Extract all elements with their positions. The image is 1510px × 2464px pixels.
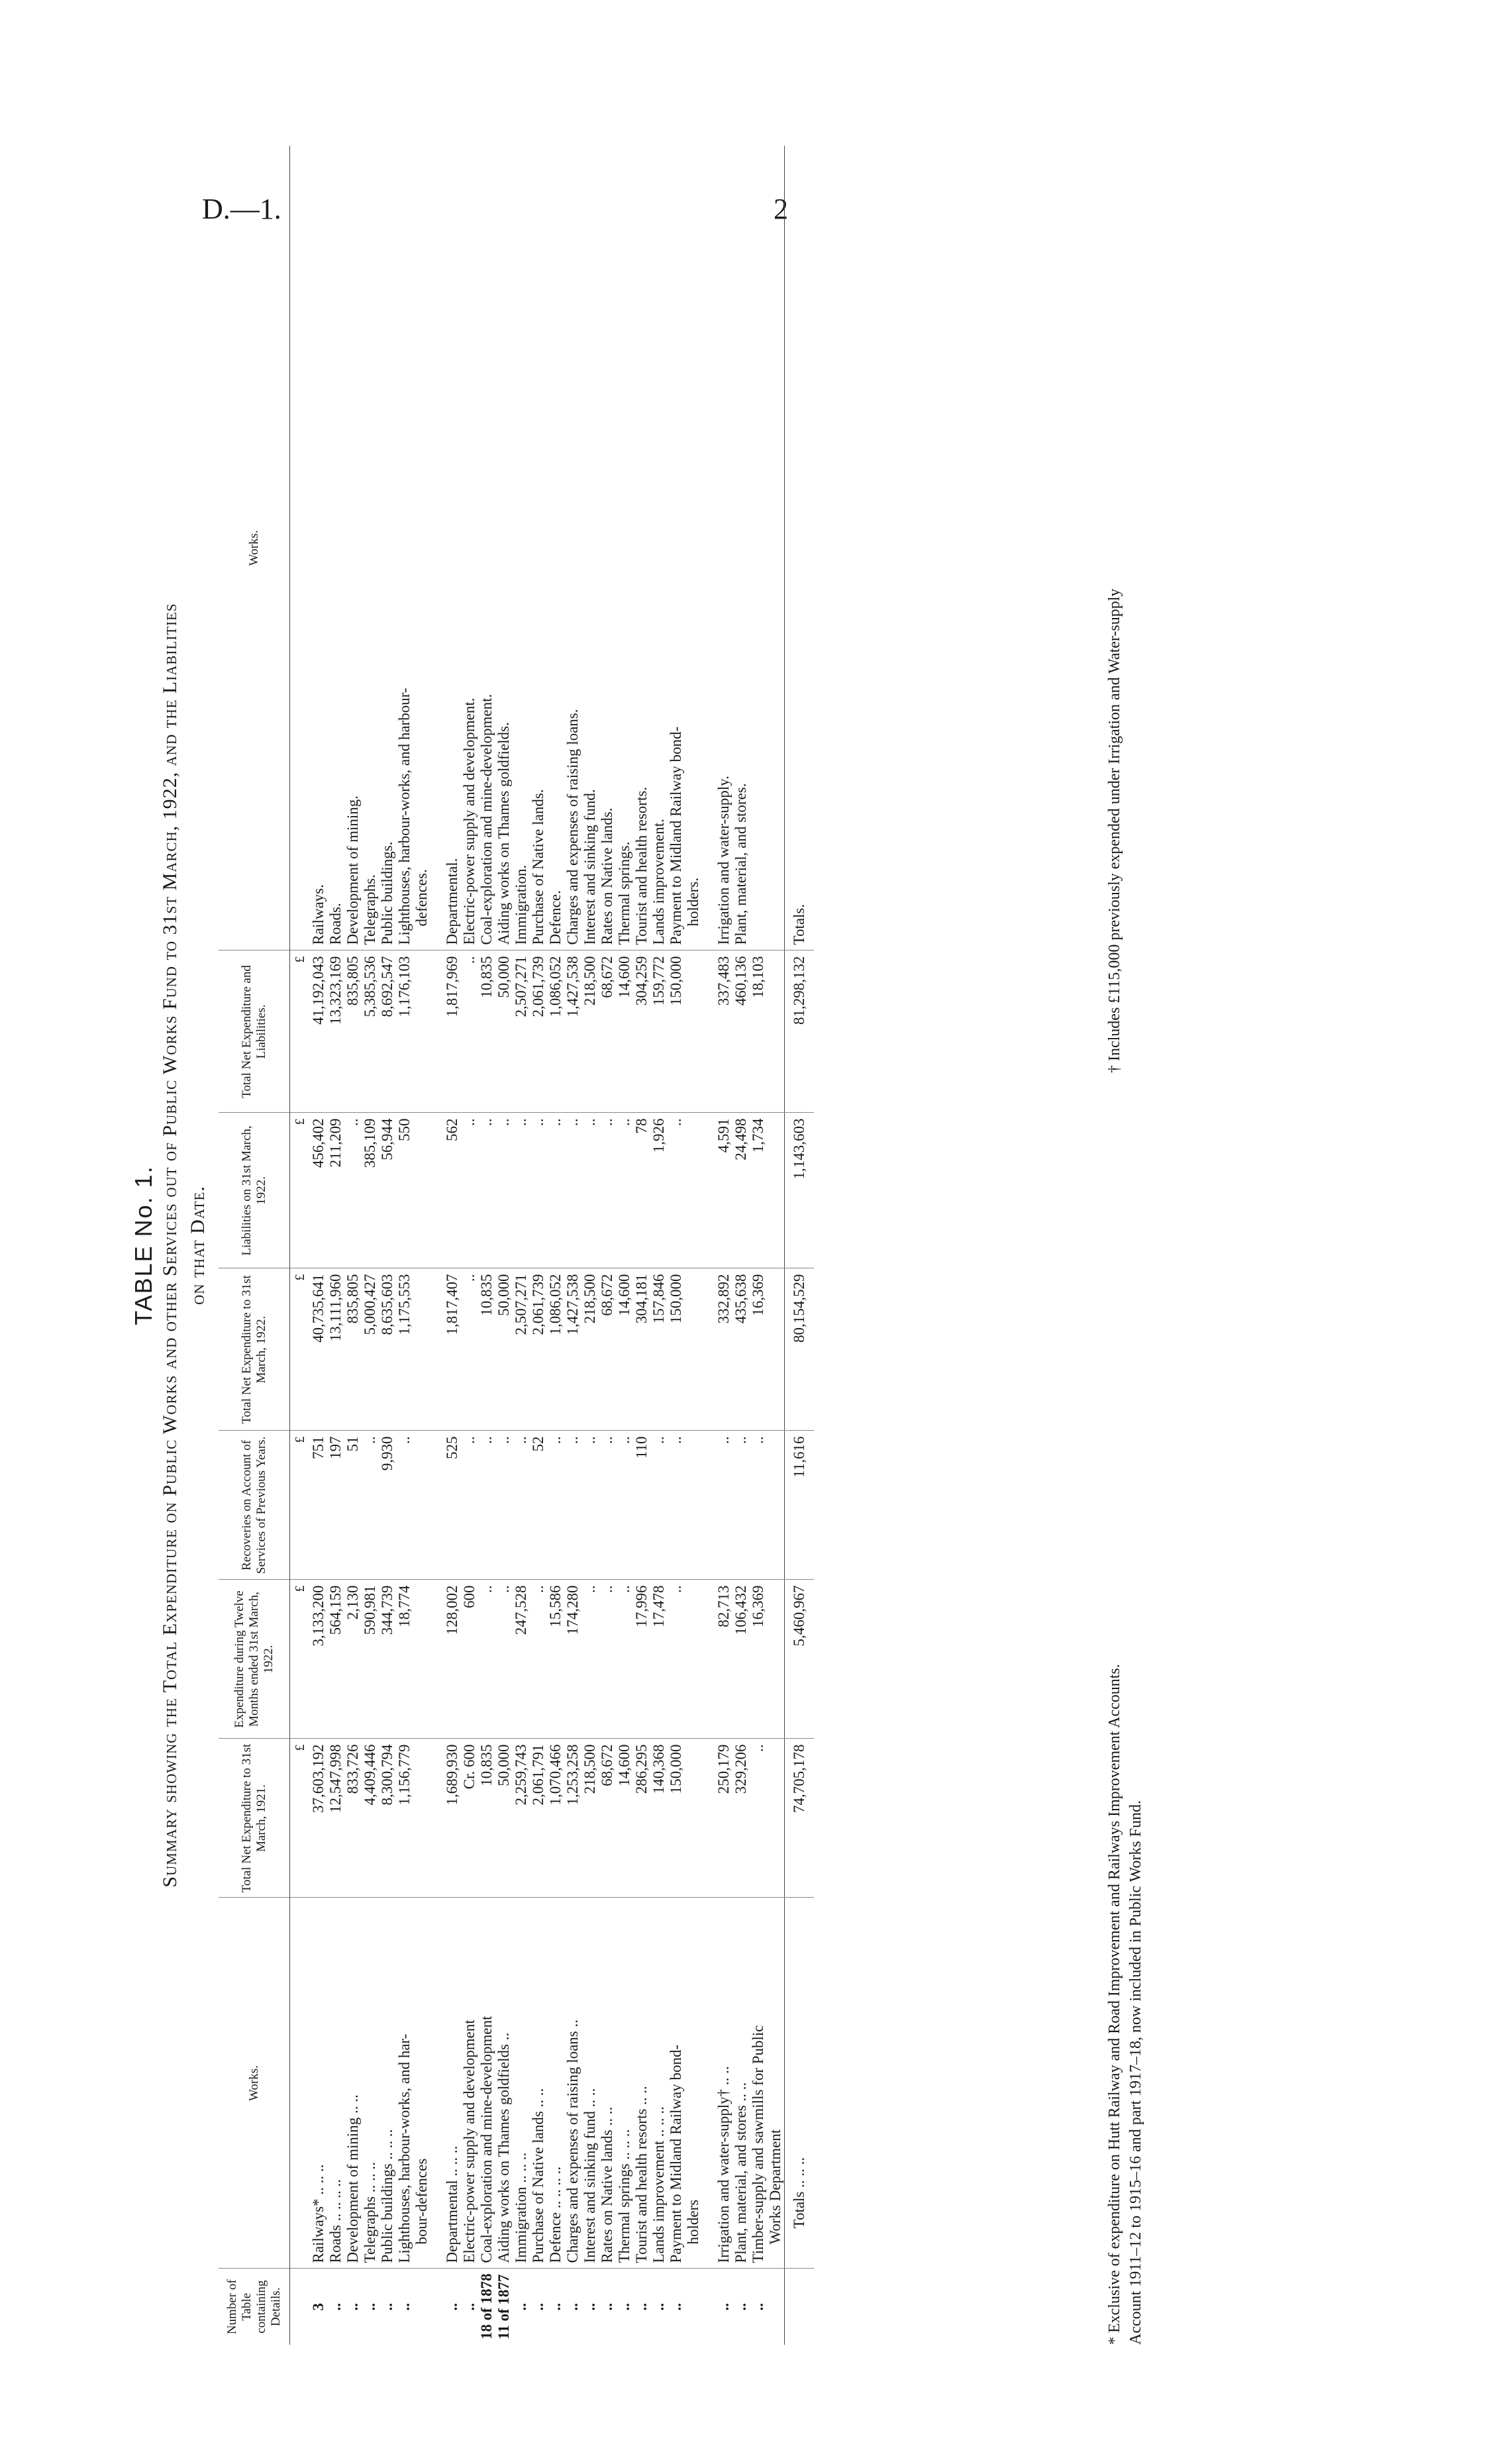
row-ref: .. [633,2269,650,2345]
row-liabilities: .. [581,1113,599,1268]
row-ref: .. [461,2269,478,2345]
row-total-1921: 10,835 [478,1739,495,1898]
row-net-1922: 150,000 [668,1268,685,1431]
row-expenditure: .. [478,1580,495,1739]
row-liabilities [413,1113,430,1268]
row-expenditure: 18,774 [396,1580,413,1739]
row-expenditure: .. [581,1580,599,1739]
row-net-1922: 14,600 [616,1268,633,1431]
row-recoveries: 9,930 [379,1431,396,1580]
row-works: Works Department [767,1898,785,2269]
table-row [362,146,379,2345]
row-expenditure: 16,369 [750,1580,767,1739]
row-total-1921: 150,000 [668,1739,685,1898]
row-works: holders [685,1898,702,2269]
row-works-2: Purchase of Native lands. [530,789,547,945]
row-works: Irrigation and water-supply† .. .. [715,1898,732,2269]
row-liabilities: 562 [444,1113,461,1268]
row-works-2: Tourist and health resorts. [633,786,650,945]
row-total-1921: 2,259,743 [513,1739,530,1898]
row-works: Coal-exploration and mine-development [478,1898,495,2269]
row-works-2: Rates on Native lands. [599,807,616,945]
totals-net-1922: 80,154,529 [785,1268,815,1431]
row-expenditure: 128,002 [444,1580,461,1739]
row-recoveries [685,1431,702,1580]
table-row [732,146,750,2345]
row-works-2: Departmental. [444,858,461,945]
row-works-2: Interest and sinking fund. [581,789,599,945]
row-ref: 18 of 1878 [478,2269,495,2345]
row-expenditure [413,1580,430,1739]
row-total-1921: 140,368 [650,1739,668,1898]
row-works: Interest and sinking fund .. .. [581,1898,599,2269]
row-liabilities: 211,209 [327,1113,344,1268]
row-ref: .. [715,2269,732,2345]
row-works-2: Charges and expenses of raising loans. [564,709,581,945]
row-net-1922: .. [461,1268,478,1431]
row-net-1922: 2,061,739 [530,1268,547,1431]
row-total-1921 [685,1739,702,1898]
row-recoveries: .. [581,1431,599,1580]
row-works: Tourist and health resorts .. .. [633,1898,650,2269]
row-total: 150,000 [668,950,685,1113]
row-works-2: Defence. [547,890,564,945]
row-net-1922 [767,1268,785,1431]
row-works-2: Immigration. [513,864,530,945]
table-row [513,146,530,2345]
row-liabilities: 456,402 [310,1113,327,1268]
document-reference: D.—1. [202,193,281,225]
row-expenditure: 590,981 [362,1580,379,1739]
row-expenditure [685,1580,702,1739]
row-expenditure: .. [668,1580,685,1739]
row-recoveries: .. [616,1431,633,1580]
table-row [530,146,547,2345]
row-total: 1,427,538 [564,950,581,1113]
row-works-2: Railways. [310,884,327,945]
row-total-1921: 218,500 [581,1739,599,1898]
row-ref [767,2269,785,2345]
row-net-1922: 13,111,960 [327,1268,344,1431]
row-expenditure: 15,586 [547,1580,564,1739]
row-total-1921: 14,600 [616,1739,633,1898]
table-header-row [219,146,290,2345]
row-net-1922: 218,500 [581,1268,599,1431]
row-net-1922: 835,805 [344,1268,362,1431]
row-works: Payment to Midland Railway bond- [668,1898,685,2269]
row-works: Rates on Native lands .. .. [599,1898,616,2269]
currency-symbol: £ [290,1739,311,1898]
row-net-1922: 1,817,407 [444,1268,461,1431]
row-works: bour-defences [413,1898,430,2269]
row-ref: .. [581,2269,599,2345]
table-row [767,146,785,2345]
table-row [379,146,396,2345]
row-expenditure: 106,432 [732,1580,750,1739]
row-net-1922: 157,846 [650,1268,668,1431]
row-liabilities [767,1113,785,1268]
row-ref: .. [668,2269,685,2345]
row-total: .. [461,950,478,1113]
totals-label-2: Totals. [785,146,815,950]
row-total-1921: 37,603,192 [310,1739,327,1898]
row-liabilities: .. [461,1113,478,1268]
row-recoveries: .. [362,1431,379,1580]
row-total-1921: 286,295 [633,1739,650,1898]
row-net-1922: 435,638 [732,1268,750,1431]
row-works: Roads .. .. .. .. [327,1898,344,2269]
row-total [685,950,702,1113]
row-total-1921: 1,253,258 [564,1739,581,1898]
row-total-1921 [413,1739,430,1898]
row-liabilities: 1,734 [750,1113,767,1268]
row-works: Plant, material, and stores .. .. [732,1898,750,2269]
row-net-1922: 16,369 [750,1268,767,1431]
totals-recoveries: 11,616 [785,1431,815,1580]
row-recoveries: .. [650,1431,668,1580]
row-works: Lighthouses, harbour-works, and har- [396,1898,413,2269]
row-liabilities: .. [564,1113,581,1268]
row-liabilities: .. [495,1113,513,1268]
row-expenditure: 17,478 [650,1580,668,1739]
row-ref: .. [732,2269,750,2345]
row-ref: .. [344,2269,362,2345]
row-total-1921: 1,156,779 [396,1739,413,1898]
row-total: 14,600 [616,950,633,1113]
row-works-2: Plant, material, and stores. [732,783,750,945]
row-ref: .. [650,2269,668,2345]
row-net-1922: 304,181 [633,1268,650,1431]
currency-symbol: £ [290,950,311,1113]
row-net-1922: 8,635,603 [379,1268,396,1431]
row-total: 1,817,969 [444,950,461,1113]
row-liabilities: 1,926 [650,1113,668,1268]
row-recoveries: 51 [344,1431,362,1580]
table-row [616,146,633,2345]
row-recoveries: .. [461,1431,478,1580]
col-header-total-net-1922: Total Net Expenditure to 31st March, 1922. [219,1268,290,1431]
row-total: 10,835 [478,950,495,1113]
row-recoveries: .. [513,1431,530,1580]
row-expenditure: 344,739 [379,1580,396,1739]
table-row [581,146,599,2345]
totals-row [785,146,815,2345]
table-row [413,146,430,2345]
row-total: 304,259 [633,950,650,1113]
totals-liabilities: 1,143,603 [785,1113,815,1268]
table-row [495,146,513,2345]
table-row [310,146,327,2345]
row-works: Thermal springs .. .. .. [616,1898,633,2269]
table-row [715,146,732,2345]
row-works-2: Coal-exploration and mine-development. [478,693,495,945]
row-ref: .. [513,2269,530,2345]
row-expenditure: .. [616,1580,633,1739]
row-ref: .. [547,2269,564,2345]
row-works-2 [767,146,785,950]
row-expenditure: .. [530,1580,547,1739]
row-works-2: defences. [413,869,430,927]
row-ref: .. [327,2269,344,2345]
row-net-1922: 5,000,427 [362,1268,379,1431]
row-liabilities: .. [530,1113,547,1268]
row-liabilities: 24,498 [732,1113,750,1268]
row-liabilities: .. [547,1113,564,1268]
row-net-1922: 1,175,553 [396,1268,413,1431]
row-total: 460,136 [732,950,750,1113]
page-number: 2 [774,193,788,225]
row-ref: .. [530,2269,547,2345]
row-ref: 3 [310,2269,327,2345]
row-expenditure: .. [599,1580,616,1739]
row-works: Development of mining .. .. [344,1898,362,2269]
table-row [444,146,461,2345]
row-ref: .. [599,2269,616,2345]
row-total: 159,772 [650,950,668,1113]
row-liabilities: 385,109 [362,1113,379,1268]
footnote-continued: Account 1911–12 to 1915–16 and part 1917–18, now included in Public Works Fund. [1127,1800,1144,2345]
row-expenditure: 3,133,200 [310,1580,327,1739]
row-liabilities: .. [344,1113,362,1268]
row-works: Aiding works on Thames goldfields .. [495,1898,513,2269]
table-row [396,146,413,2345]
row-works-2: Roads. [327,903,344,945]
row-recoveries: .. [478,1431,495,1580]
totals-label: Totals .. .. .. [785,1898,815,2269]
row-recoveries [767,1431,785,1580]
table-row [344,146,362,2345]
row-expenditure: .. [495,1580,513,1739]
row-recoveries: 525 [444,1431,461,1580]
totals-grand: 81,298,132 [785,950,815,1113]
row-total: 2,061,739 [530,950,547,1113]
row-ref: .. [396,2269,413,2345]
row-liabilities: .. [478,1113,495,1268]
row-works-2: Thermal springs. [616,841,633,945]
row-liabilities [685,1113,702,1268]
table-summary-continued: on that Date. [187,1186,209,1305]
row-works: Telegraphs .. .. .. [362,1898,379,2269]
row-works-2: holders. [685,878,702,927]
row-works: Lands improvement .. .. .. [650,1898,668,2269]
row-net-1922: 10,835 [478,1268,495,1431]
row-total-1921: 4,409,446 [362,1739,379,1898]
table-row [750,146,767,2345]
row-recoveries: 52 [530,1431,547,1580]
row-total: 1,176,103 [396,950,413,1113]
row-works: Timber-supply and sawmills for Public [750,1898,767,2269]
row-total-1921: .. [750,1739,767,1898]
col-header-works-2: Works. [219,146,290,950]
col-header-total-1921: Total Net Expenditure to 31st March, 1921. [219,1739,290,1898]
row-works: Defence .. .. .. .. [547,1898,564,2269]
row-total: 18,103 [750,950,767,1113]
row-works: Immigration .. .. .. [513,1898,530,2269]
table-row [668,146,685,2345]
row-recoveries: 751 [310,1431,327,1580]
row-recoveries [413,1431,430,1580]
row-net-1922 [685,1268,702,1431]
table-row [547,146,564,2345]
row-total: 50,000 [495,950,513,1113]
row-recoveries: .. [495,1431,513,1580]
table-summary: Summary showing the Total Expenditure on Public Works and other Services out of Public Works Fund to 31st March, 1922, and the Liabilities [159,603,181,1888]
row-expenditure: 174,280 [564,1580,581,1739]
row-total-1921: 68,672 [599,1739,616,1898]
totals-total-1921: 74,705,178 [785,1739,815,1898]
row-liabilities: .. [599,1113,616,1268]
row-recoveries: .. [668,1431,685,1580]
totals-expenditure: 5,460,967 [785,1580,815,1739]
expenditure-table [219,146,814,2345]
row-recoveries: .. [547,1431,564,1580]
row-recoveries: .. [715,1431,732,1580]
row-recoveries: .. [599,1431,616,1580]
footnote-star: * Exclusive of expenditure on Hutt Railway and Road Improvement and Railways Improvement Accounts. [1106,1664,1123,2345]
row-spacer [430,146,444,2345]
row-expenditure [767,1580,785,1739]
row-works-2 [750,146,767,950]
row-ref: 11 of 1877 [495,2269,513,2345]
row-total: 8,692,547 [379,950,396,1113]
rotated-table-page [126,119,1252,2371]
row-works-2: Lands improvement. [650,819,668,945]
row-net-1922: 2,507,271 [513,1268,530,1431]
row-ref [685,2269,702,2345]
col-header-liabilities: Liabilities on 31st March, 1922. [219,1113,290,1268]
row-recoveries: .. [750,1431,767,1580]
row-spacer [702,146,715,2345]
row-ref: .. [616,2269,633,2345]
row-liabilities: 4,591 [715,1113,732,1268]
table-row [564,146,581,2345]
row-works-2: Payment to Midland Railway bond- [668,726,685,945]
row-total: 68,672 [599,950,616,1113]
table-title: TABLE No. 1. [130,1165,157,1325]
table-row [633,146,650,2345]
row-total: 337,483 [715,950,732,1113]
row-net-1922: 332,892 [715,1268,732,1431]
row-works-2: Development of mining. [344,796,362,945]
table-row [461,146,478,2345]
row-works: Railways* .. .. .. [310,1898,327,2269]
row-total-1921: 12,547,998 [327,1739,344,1898]
row-works: Purchase of Native lands .. .. [530,1898,547,2269]
currency-symbol: £ [290,1113,311,1268]
row-ref: .. [362,2269,379,2345]
row-liabilities: .. [668,1113,685,1268]
row-total-1921: 8,300,794 [379,1739,396,1898]
row-recoveries: 197 [327,1431,344,1580]
row-total-1921: 1,070,466 [547,1739,564,1898]
row-net-1922 [413,1268,430,1431]
table-row [685,146,702,2345]
col-header-total-liabilities: Total Net Expenditure and Liabilities. [219,950,290,1113]
row-expenditure: 247,528 [513,1580,530,1739]
row-expenditure: 82,713 [715,1580,732,1739]
table-row [327,146,344,2345]
currency-symbol: £ [290,1431,311,1580]
table-row [599,146,616,2345]
row-net-1922: 50,000 [495,1268,513,1431]
row-works-2: Aiding works on Thames goldfields. [495,722,513,945]
row-total-1921: 1,689,930 [444,1739,461,1898]
row-liabilities: 550 [396,1113,413,1268]
row-total-1921: Cr. 600 [461,1739,478,1898]
row-works: Departmental .. .. .. [444,1898,461,2269]
table-row [650,146,668,2345]
row-total-1921: 250,179 [715,1739,732,1898]
row-total-1921: 50,000 [495,1739,513,1898]
row-works: Charges and expenses of raising loans .. [564,1898,581,2269]
row-net-1922: 1,427,538 [564,1268,581,1431]
row-ref: .. [379,2269,396,2345]
row-ref [413,2269,430,2345]
row-works-2: Telegraphs. [362,874,379,945]
row-total: 2,507,271 [513,950,530,1113]
row-total-1921: 329,206 [732,1739,750,1898]
row-total-1921 [767,1739,785,1898]
row-total: 835,805 [344,950,362,1113]
col-header-works: Works. [219,1898,290,2269]
row-recoveries: 110 [633,1431,650,1580]
table-row [478,146,495,2345]
row-net-1922: 68,672 [599,1268,616,1431]
row-expenditure: 564,159 [327,1580,344,1739]
row-total: 218,500 [581,950,599,1113]
row-net-1922: 1,086,052 [547,1268,564,1431]
row-liabilities: 78 [633,1113,650,1268]
row-total-1921: 2,061,791 [530,1739,547,1898]
row-total: 1,086,052 [547,950,564,1113]
row-works: Electric-power supply and development [461,1898,478,2269]
footnote-dagger: † Includes £115,000 previously expended under Irrigation and Water-supply [1106,588,1123,1073]
row-works: Public buildings .. .. .. [379,1898,396,2269]
col-header-ref: Number of Table containing Details. [219,2269,290,2345]
row-ref: .. [564,2269,581,2345]
col-header-expenditure: Expenditure during Twelve Months ended 31st March, 1922. [219,1580,290,1739]
row-recoveries: .. [564,1431,581,1580]
row-recoveries: .. [396,1431,413,1580]
row-total-1921: 833,726 [344,1739,362,1898]
row-total [413,950,430,1113]
row-expenditure: 2,130 [344,1580,362,1739]
row-total: 13,323,169 [327,950,344,1113]
row-expenditure: 600 [461,1580,478,1739]
currency-symbol: £ [290,1580,311,1739]
row-recoveries: .. [732,1431,750,1580]
row-ref: .. [444,2269,461,2345]
currency-row [290,146,311,2345]
row-works-2: Irrigation and water-supply. [715,776,732,945]
row-liabilities: .. [513,1113,530,1268]
col-header-recoveries: Recoveries on Account of Services of Previous Years. [219,1431,290,1580]
row-works-2: Public buildings. [379,841,396,945]
row-total [767,950,785,1113]
row-net-1922: 40,735,641 [310,1268,327,1431]
row-liabilities: .. [616,1113,633,1268]
row-liabilities: 56,944 [379,1113,396,1268]
row-total: 41,192,043 [310,950,327,1113]
row-expenditure: 17,996 [633,1580,650,1739]
currency-symbol: £ [290,1268,311,1431]
row-ref: .. [750,2269,767,2345]
row-works-2: Lighthouses, harbour-works, and harbour- [396,688,413,945]
row-works-2: Electric-power supply and development. [461,697,478,945]
row-total: 5,385,536 [362,950,379,1113]
